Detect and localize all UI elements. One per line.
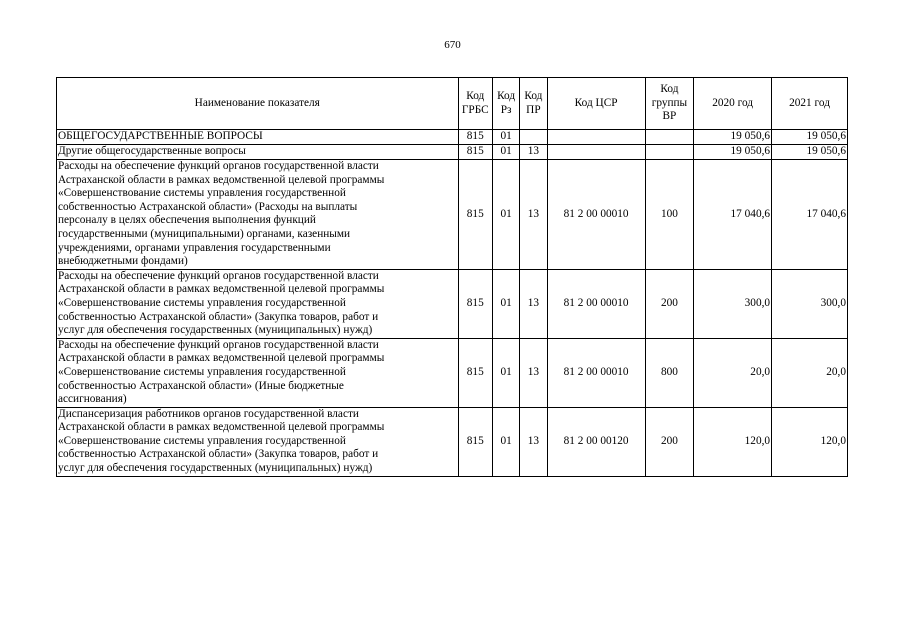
row-2021: 120,0 <box>772 407 848 476</box>
row-2020: 300,0 <box>694 269 772 338</box>
header-csr: Код ЦСР <box>547 78 645 130</box>
header-pr: Код ПР <box>520 78 547 130</box>
row-pr: 13 <box>520 338 547 407</box>
row-vr: 200 <box>645 407 694 476</box>
page-number: 670 <box>444 39 461 51</box>
row-2021: 19 050,6 <box>772 145 848 160</box>
row-grbs: 815 <box>458 338 492 407</box>
table-row <box>57 130 848 145</box>
row-vr <box>645 145 694 160</box>
row-grbs: 815 <box>458 130 492 145</box>
row-csr: 81 2 00 00120 <box>547 407 645 476</box>
row-name: Расходы на обеспечение функций органов государственной власти Астраханской области в рамках ведомственной целевой программы «Совершенствование системы управления государственной собственностью Астраханской области» (Закупка товаров, работ и услуг для обеспечения государственных (муниципальных) нужд) <box>57 269 459 338</box>
table-row <box>57 338 848 407</box>
row-csr <box>547 130 645 145</box>
header-name: Наименование показателя <box>57 78 459 130</box>
row-2021: 17 040,6 <box>772 160 848 270</box>
row-vr <box>645 130 694 145</box>
row-grbs: 815 <box>458 145 492 160</box>
header-rz: Код Рз <box>492 78 519 130</box>
row-name: ОБЩЕГОСУДАРСТВЕННЫЕ ВОПРОСЫ <box>57 130 459 145</box>
row-csr: 81 2 00 00010 <box>547 160 645 270</box>
row-2020: 20,0 <box>694 338 772 407</box>
table-row <box>57 407 848 476</box>
row-2020: 17 040,6 <box>694 160 772 270</box>
row-2020: 19 050,6 <box>694 130 772 145</box>
row-csr: 81 2 00 00010 <box>547 269 645 338</box>
header-2021: 2021 год <box>772 78 848 130</box>
row-pr: 13 <box>520 160 547 270</box>
budget-table <box>56 77 848 477</box>
row-grbs: 815 <box>458 407 492 476</box>
row-name: Расходы на обеспечение функций органов государственной власти Астраханской области в рамках ведомственной целевой программы «Совершенствование системы управления государственной собственностью Астраханской области» (Иные бюджетные ассигнования) <box>57 338 459 407</box>
row-2021: 20,0 <box>772 338 848 407</box>
row-rz: 01 <box>492 130 519 145</box>
row-2021: 19 050,6 <box>772 130 848 145</box>
table-header-row <box>57 78 848 130</box>
row-pr <box>520 130 547 145</box>
header-2020: 2020 год <box>694 78 772 130</box>
row-name: Диспансеризация работников органов государственной власти Астраханской области в рамках ведомственной целевой программы «Совершенствование системы управления государственной собственностью Астраханской области» (Закупка товаров, работ и услуг для обеспечения государственных (муниципальных) нужд) <box>57 407 459 476</box>
row-grbs: 815 <box>458 160 492 270</box>
row-rz: 01 <box>492 160 519 270</box>
row-pr: 13 <box>520 269 547 338</box>
row-csr <box>547 145 645 160</box>
row-csr: 81 2 00 00010 <box>547 338 645 407</box>
row-pr: 13 <box>520 407 547 476</box>
row-rz: 01 <box>492 407 519 476</box>
row-pr: 13 <box>520 145 547 160</box>
row-grbs: 815 <box>458 269 492 338</box>
header-vr: Код группы ВР <box>645 78 694 130</box>
row-rz: 01 <box>492 269 519 338</box>
row-name: Расходы на обеспечение функций органов государственной власти Астраханской области в рамках ведомственной целевой программы «Совершенствование системы управления государственной собственностью Астраханской области» (Расходы на выплаты персоналу в целях обеспечения выполнения функций государственными (муниципальными) органами, казенными учреждениями, органами управления государственными внебюджетными фондами) <box>57 160 459 270</box>
row-2020: 19 050,6 <box>694 145 772 160</box>
header-grbs: Код ГРБС <box>458 78 492 130</box>
row-rz: 01 <box>492 338 519 407</box>
table-row <box>57 160 848 270</box>
row-name: Другие общегосударственные вопросы <box>57 145 459 160</box>
row-2021: 300,0 <box>772 269 848 338</box>
table-row <box>57 269 848 338</box>
row-2020: 120,0 <box>694 407 772 476</box>
row-rz: 01 <box>492 145 519 160</box>
row-vr: 800 <box>645 338 694 407</box>
table-row <box>57 145 848 160</box>
row-vr: 100 <box>645 160 694 270</box>
row-vr: 200 <box>645 269 694 338</box>
